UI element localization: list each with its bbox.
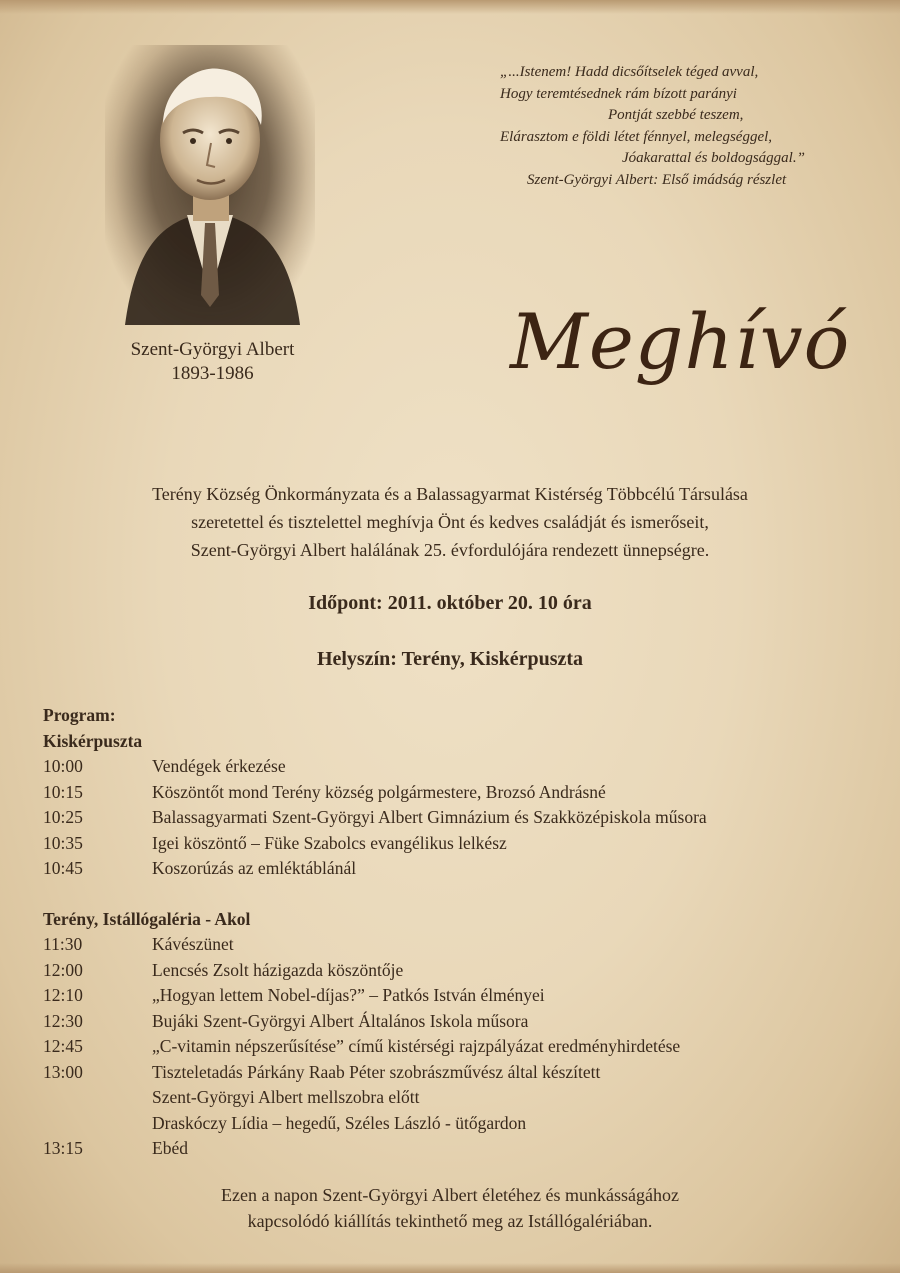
- section-title: Terény, Istállógaléria - Akol: [43, 908, 251, 929]
- schedule-time: 13:15: [43, 1138, 83, 1158]
- schedule-row: [43, 1034, 843, 1060]
- invitation-text: [60, 480, 840, 564]
- schedule-time: 10:00: [43, 756, 83, 776]
- event-place: Helyszín: Terény, Kiskérpuszta: [316, 648, 584, 670]
- page-title: Meghívó: [510, 297, 851, 386]
- schedule-text: Balassagyarmati Szent-Györgyi Albert Gimnázium és Szakközépiskola műsora: [152, 807, 707, 827]
- schedule-time: 10:15: [43, 781, 83, 802]
- quote-line: Pontját szebbé teszem,: [608, 107, 744, 124]
- schedule-time: 10:45: [43, 858, 83, 878]
- section-gap: [43, 882, 843, 907]
- schedule-text: „Hogyan lettem Nobel-díjas?” – Patkós István élményei: [152, 985, 545, 1005]
- schedule-time: 12:00: [43, 959, 83, 980]
- schedule-time: 12:45: [43, 1036, 83, 1056]
- invite-line: Szent-Györgyi Albert halálának 25. évfordulójára rendezett ünnepségre.: [190, 540, 710, 560]
- schedule-text: Szent-Györgyi Albert mellszobra előtt: [152, 1087, 420, 1107]
- portrait-caption: [100, 338, 325, 386]
- poem-quote: [500, 62, 815, 192]
- schedule-row: [43, 1136, 843, 1162]
- schedule-row: [43, 780, 843, 806]
- schedule-row: [43, 856, 843, 882]
- quote-line: Elárasztom e földi létet fénnyel, melegséggel,: [500, 128, 773, 145]
- schedule-time: [43, 1111, 152, 1137]
- schedule-time: 11:30: [43, 934, 83, 954]
- schedule-row: [43, 1009, 843, 1035]
- schedule-row: [43, 1085, 843, 1111]
- schedule-text: Koszorúzás az emléktáblánál: [152, 858, 357, 878]
- schedule-row: [43, 1111, 843, 1137]
- schedule-text: Kávészünet: [152, 934, 234, 954]
- schedule-row: [43, 805, 843, 831]
- schedule-text: Draskóczy Lídia – hegedű, Széles László - ütőgardon: [152, 1112, 527, 1133]
- program-heading: Program:: [43, 705, 116, 725]
- quote-attribution: Szent-Györgyi Albert: Első imádság részlet: [527, 171, 787, 188]
- footer-line: kapcsolódó kiállítás tekinthető meg az Istállógalériában.: [247, 1211, 653, 1231]
- schedule-text: Lencsés Zsolt házigazda köszöntője: [152, 959, 404, 980]
- program-schedule: [43, 703, 843, 1162]
- schedule-time: 12:30: [43, 1010, 83, 1031]
- quote-line: Hogy teremtésednek rám bízott parányi: [500, 85, 737, 102]
- schedule-text: Bujáki Szent-Györgyi Albert Általános Iskola műsora: [152, 1010, 529, 1031]
- invite-line: szeretettel és tisztelettel meghívja Önt és kedves családját és ismerőseit,: [191, 512, 709, 532]
- schedule-text: Vendégek érkezése: [152, 756, 286, 776]
- schedule-time: [43, 1085, 152, 1111]
- schedule-row: [43, 983, 843, 1009]
- portrait-photo: [105, 45, 315, 325]
- event-time: Időpont: 2011. október 20. 10 óra: [308, 592, 592, 614]
- schedule-text: Ebéd: [152, 1138, 188, 1158]
- schedule-time: 13:00: [43, 1061, 83, 1082]
- schedule-text: Igei köszöntő – Füke Szabolcs evangélikus lelkész: [152, 832, 507, 853]
- portrait-years: 1893-1986: [171, 363, 254, 384]
- section-title: Kiskérpuszta: [43, 730, 143, 751]
- schedule-time: 10:25: [43, 807, 83, 827]
- exhibition-note: [60, 1182, 840, 1234]
- footer-line: Ezen a napon Szent-Györgyi Albert életéhez és munkásságához: [220, 1185, 679, 1205]
- schedule-row: [43, 932, 843, 958]
- schedule-text: „C-vitamin népszerűsítése” című kistérségi rajzpályázat eredményhirdetése: [152, 1036, 681, 1056]
- quote-line: „...Istenem! Hadd dicsőítselek téged avval,: [500, 64, 759, 80]
- schedule-row: [43, 831, 843, 857]
- portrait-name: Szent-Györgyi Albert: [130, 339, 295, 360]
- schedule-text: Tiszteletadás Párkány Raab Péter szobrászművész által készített: [152, 1061, 601, 1082]
- schedule-time: 10:35: [43, 832, 83, 853]
- invite-line: Terény Község Önkormányzata és a Balassagyarmat Kistérség Többcélú Társulása: [152, 484, 748, 504]
- schedule-text: Köszöntőt mond Terény község polgármestere, Brozsó Andrásné: [152, 781, 606, 802]
- schedule-row: [43, 958, 843, 984]
- schedule-row: [43, 754, 843, 780]
- quote-line: Jóakarattal és boldogsággal.”: [622, 150, 805, 167]
- portrait-figure-icon: [105, 45, 315, 325]
- schedule-row: [43, 1060, 843, 1086]
- schedule-time: 12:10: [43, 985, 83, 1005]
